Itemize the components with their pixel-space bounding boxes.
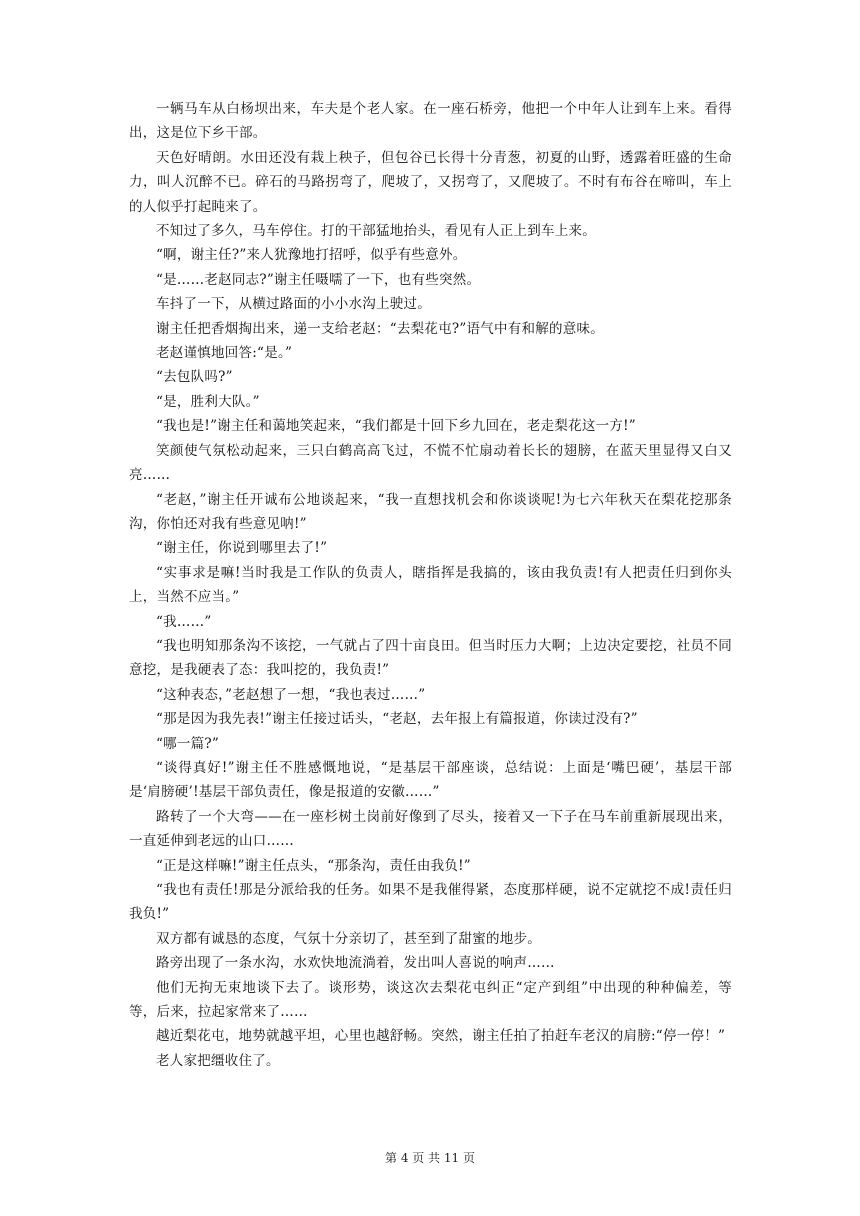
paragraph: 越近梨花屯，地势就越平坦，心里也越舒畅。突然，谢主任拍了拍赶车老汉的肩膀:“停一停！” (156, 1028, 726, 1045)
paragraph: 车抖了一下，从横过路面的小小水沟上驶过。 (156, 296, 431, 313)
paragraph: “我也明知那条沟不该挖，一气就占了四十亩良田。但当时压力大啊；上边决定要挖，社员不同意挖，是我硬表了态：我叫挖的，我负责!” (129, 637, 732, 679)
paragraph: “我也是!”谢主任和蔼地笑起来，“我们都是十回下乡九回在，老走梨花这一方!” (156, 418, 636, 435)
paragraph: 天色好晴朗。水田还没有栽上秧子，但包谷已长得十分青葱，初夏的山野，透露着旺盛的生命力，叫人沉醉不已。碎石的马路拐弯了，爬坡了，又拐弯了，又爬坡了。不时有布谷在啼叫，车上的人似乎打起盹来了。 (129, 149, 732, 215)
paragraph: “谈得真好!”谢主任不胜感慨地说，“是基层干部座谈，总结说：上面是‘嘴巴硬’，基层干部是‘肩膀硬’!基层干部负责任，像是报道的安徽……” (129, 759, 732, 801)
paragraph: “那是因为我先表!”谢主任接过话头，“老赵，去年报上有篇报道，你读过没有?” (156, 711, 638, 728)
paragraph: 一辆马车从白杨坝出来，车夫是个老人家。在一座石桥旁，他把一个中年人让到车上来。看得出，这是位下乡干部。 (129, 101, 732, 142)
paragraph: “哪一篇?” (156, 735, 220, 752)
paragraph: “去包队吗?” (156, 369, 233, 386)
paragraph: 他们无拘无束地谈下去了。谈形势，谈这次去梨花屯纠正“定产到组”中出现的种种偏差，等等，后来，拉起家常来了…… (129, 979, 732, 1021)
paragraph: 不知过了多久，马车停住。打的干部猛地抬头，看见有人正上到车上来。 (156, 223, 596, 240)
paragraph: 路旁出现了一条水沟，水欢快地流淌着，发出叫人喜说的响声…… (156, 955, 555, 972)
page-number-footer: 第 4 页 共 11 页 (385, 1151, 475, 1165)
paragraph: “我……” (156, 613, 212, 630)
article-body (129, 97, 732, 1073)
paragraph: 老赵谨慎地回答:“是。” (156, 345, 293, 362)
paragraph: “啊，谢主任?”来人犹豫地打招呼，似乎有些意外。 (156, 247, 467, 264)
paragraph: “谢主任，你说到哪里去了!” (156, 540, 328, 557)
paragraph: “是，胜利大队。” (156, 393, 260, 410)
paragraph: “我也有责任!那是分派给我的任务。如果不是我催得紧，态度那样硬，说不定就挖不成!责任归我负!” (129, 882, 732, 923)
paragraph: 路转了一个大弯——在一座杉树土岗前好像到了尽头，接着又一下子在马车前重新展现出来，一直延伸到老远的山口…… (129, 808, 732, 850)
paragraph: 老人家把缰收住了。 (156, 1052, 280, 1069)
paragraph: 谢主任把香烟掏出来，递一支给老赵：“去梨花屯?”语气中有和解的意味。 (156, 320, 605, 337)
paragraph: “实事求是嘛!当时我是工作队的负责人，瞎指挥是我搞的，该由我负责!有人把责任归到你头上，当然不应当。” (129, 564, 732, 606)
paragraph: “这种表态，”老赵想了一想，“我也表过……” (156, 686, 426, 703)
paragraph: “老赵，”谢主任开诚布公地谈起来，“我一直想找机会和你谈谈呢!为七六年秋天在梨花挖那条沟，你怕还对我有些意见呐!” (129, 491, 732, 532)
paragraph: 笑颜使气氛松动起来，三只白鹤高高飞过，不慌不忙扇动着长长的翅膀，在蓝天里显得又白又亮…… (129, 442, 732, 484)
paragraph: “是……老赵同志?”谢主任嗫嚅了一下，也有些突然。 (156, 271, 481, 288)
paragraph: “正是这样嘛!”谢主任点头，“那条沟，责任由我负!” (156, 857, 471, 874)
paragraph: 双方都有诚恳的态度，气氛十分亲切了，甚至到了甜蜜的地步。 (156, 930, 541, 947)
